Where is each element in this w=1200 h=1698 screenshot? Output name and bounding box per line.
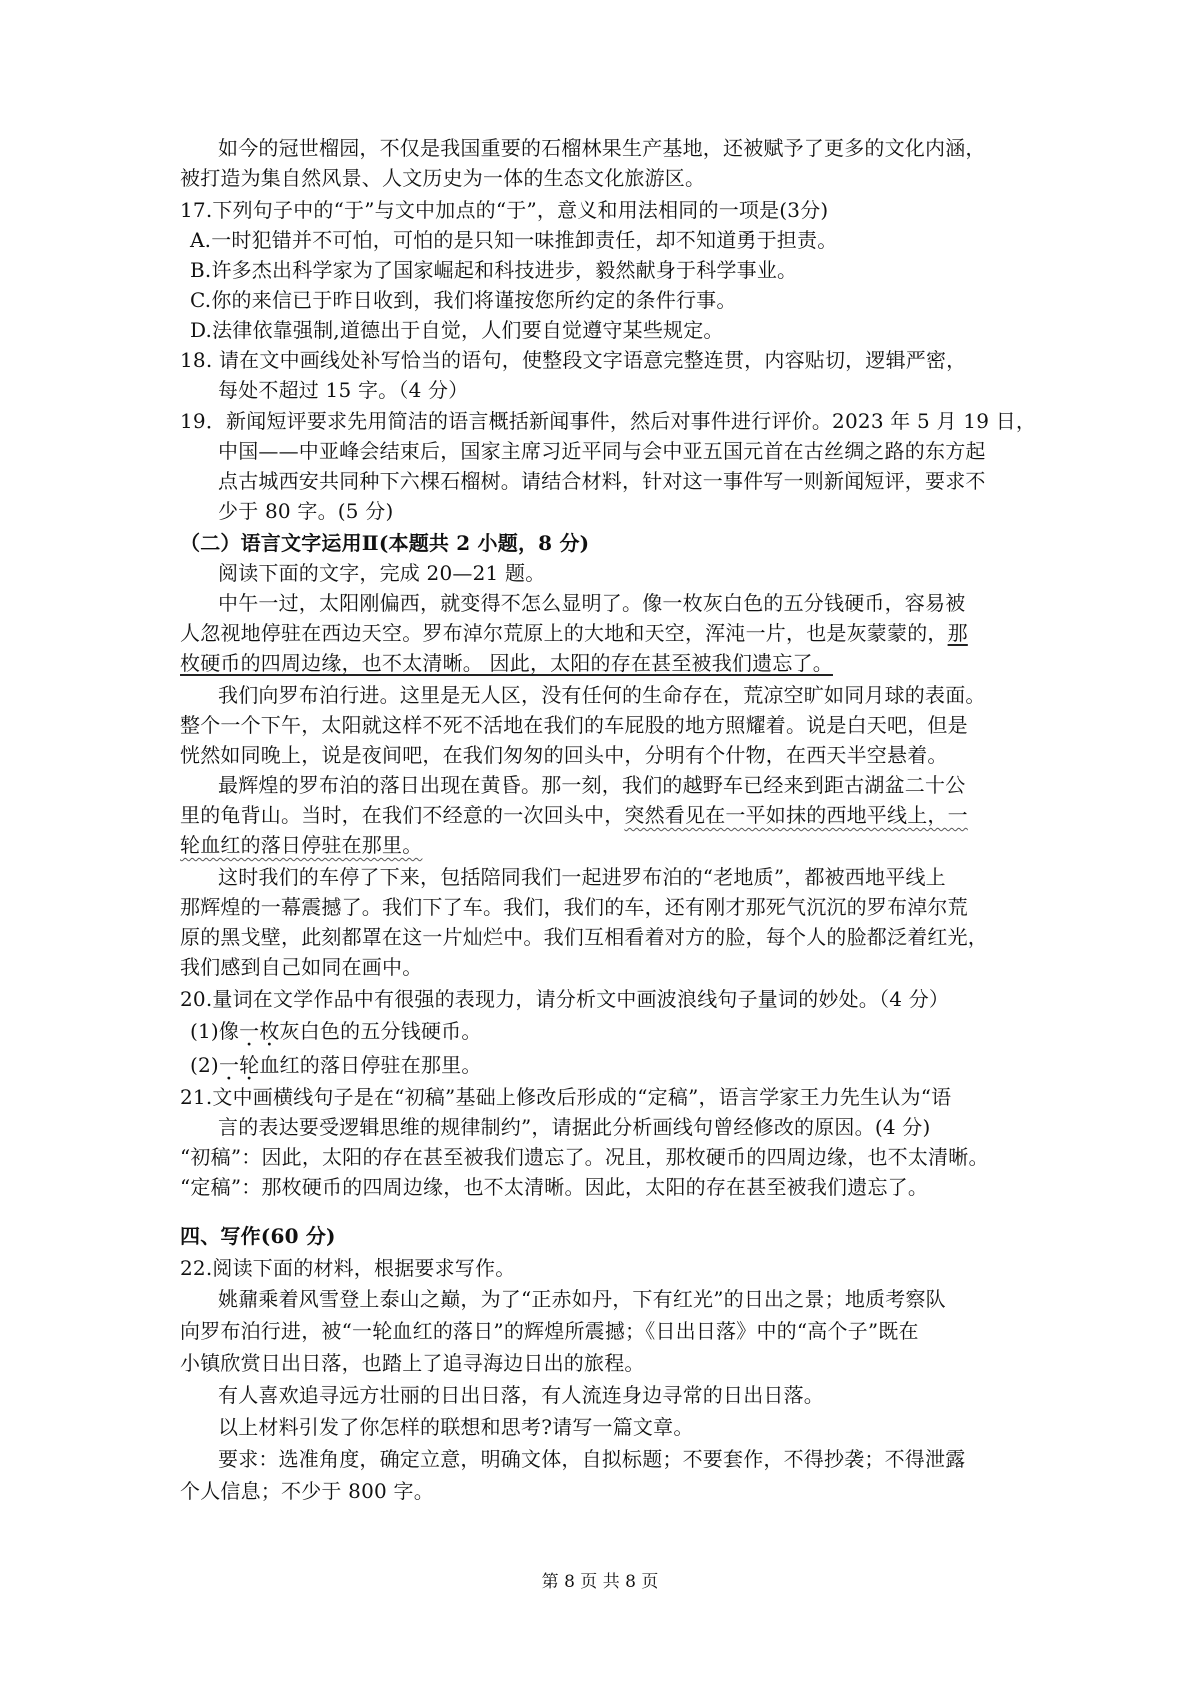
question-21-final: “定稿”：那枚硬币的四周边缘，也不太清晰。因此，太阳的存在甚至被我们遗忘了。 bbox=[180, 1175, 929, 1199]
passage-p1-line-1: 中午一过，太阳刚偏西，就变得不怎么显明了。像一枚灰白色的五分钱硬币，容易被 bbox=[218, 591, 966, 615]
question-21-line-2: 言的表达要受逻辑思维的规律制约”，请据此分析画线句曾经修改的原因。(4 分) bbox=[218, 1115, 931, 1139]
q22-material-para-3: 以上材料引发了你怎样的联想和思考?请写一篇文章。 bbox=[218, 1415, 694, 1439]
passage-p4-line-3: 原的黑戈壁，此刻都罩在这一片灿烂中。我们互相看着对方的脸，每个人的脸都泛着红光， bbox=[180, 925, 988, 949]
question-17-stem: 17.下列句子中的“于”与文中加点的“于”，意义和用法相同的一项是(3分) bbox=[180, 198, 829, 222]
question-19-line-4: 少于 80 字。(5 分) bbox=[218, 499, 394, 523]
question-17-option-d: D.法律依靠强制,道德出于自觉，人们要自觉遵守某些规定。 bbox=[190, 318, 724, 342]
question-19-line-3: 点古城西安共同种下六棵石榴树。请结合材料，针对这一事件写一则新闻短评，要求不 bbox=[218, 469, 986, 493]
underlined-sentence-start: 那 bbox=[947, 621, 968, 645]
passage-p4-line-1: 这时我们的车停了下来，包括陪同我们一起进罗布泊的“老地质”，都被西地平线上 bbox=[218, 865, 946, 889]
question-20-item-1 bbox=[190, 1017, 482, 1045]
question-21-line-1: 21.文中画横线句子是在“初稿”基础上修改后形成的“定稿”，语言学家王力先生认为“语 bbox=[180, 1085, 952, 1109]
passage-p2-line-1: 我们向罗布泊行进。这里是无人区，没有任何的生命存在，荒凉空旷如同月球的表面。 bbox=[218, 683, 986, 707]
question-18-line-1: 18. 请在文中画线处补写恰当的语句，使整段文字语意完整连贯，内容贴切，逻辑严密， bbox=[180, 348, 967, 372]
page-footer: 第 8 页 共 8 页 bbox=[541, 1572, 659, 1592]
item-1-prefix: (1)像 bbox=[190, 1019, 240, 1043]
question-19-line-1: 19．新闻短评要求先用简洁的语言概括新闻事件，然后对事件进行评价。2023 年 5 月 19 日， bbox=[180, 409, 1037, 433]
emphasis-dot-char: 一 bbox=[239, 1019, 260, 1043]
q22-requirements-line-1: 要求：选准角度，确定立意，明确文体，自拟标题；不要套作，不得抄袭；不得泄露 bbox=[218, 1447, 966, 1471]
question-20-item-2 bbox=[190, 1051, 482, 1079]
item-2-rest: 血红的落日停驻在那里。 bbox=[259, 1053, 482, 1077]
underlined-sentence: 枚硬币的四周边缘，也不太清晰。 因此，太阳的存在甚至被我们遗忘了。 bbox=[180, 651, 833, 675]
section-4-heading: 四、写作(60 分) bbox=[180, 1224, 336, 1248]
passage-p2-line-2: 整个一个下午，太阳就这样不死不活地在我们的车屁股的地方照耀着。说是白天吧，但是 bbox=[180, 713, 968, 737]
passage-p1-line-2 bbox=[180, 619, 968, 647]
passage-p3-line-2 bbox=[180, 801, 968, 829]
intro-line-2: 被打造为集自然风景、人文历史为一体的生态文化旅游区。 bbox=[180, 166, 706, 190]
q22-material-line-3: 小镇欣赏日出日落，也踏上了追寻海边日出的旅程。 bbox=[180, 1351, 645, 1375]
section-2-instruction: 阅读下面的文字，完成 20—21 题。 bbox=[218, 561, 546, 585]
emphasis-dot-char: 枚 bbox=[259, 1019, 280, 1043]
wavy-sentence-start: 突然看见在一平如抹的西地平线上，一 bbox=[624, 803, 968, 827]
emphasis-dot-char: 一 bbox=[218, 1053, 240, 1077]
passage-p4-line-2: 那辉煌的一幕震撼了。我们下了车。我们，我们的车，还有刚才那死气沉沉的罗布淖尔荒 bbox=[180, 895, 968, 919]
question-21-draft: “初稿”：因此，太阳的存在甚至被我们遗忘了。况且，那枚硬币的四周边缘，也不太清晰。 bbox=[180, 1145, 989, 1169]
item-2-prefix: (2) bbox=[190, 1053, 219, 1077]
q22-material-line-1: 姚鼐乘着风雪登上泰山之巅，为了“正赤如丹，下有红光”的日出之景；地质考察队 bbox=[218, 1287, 946, 1311]
question-22-stem: 22.阅读下面的材料，根据要求写作。 bbox=[180, 1256, 516, 1280]
passage-p3-line-3 bbox=[180, 831, 422, 859]
passage-p1-line-3 bbox=[180, 649, 833, 677]
passage-p4-line-4: 我们感到自己如同在画中。 bbox=[180, 955, 423, 979]
item-1-rest: 灰白色的五分钱硬币。 bbox=[279, 1019, 482, 1043]
passage-p3-line-1: 最辉煌的罗布泊的落日出现在黄昏。那一刻，我们的越野车已经来到距古湖盆二十公 bbox=[218, 773, 966, 797]
question-17-option-c: C.你的来信已于昨日收到，我们将谨按您所约定的条件行事。 bbox=[190, 288, 737, 312]
question-17-option-b: B.许多杰出科学家为了国家崛起和科技进步，毅然献身于科学事业。 bbox=[190, 258, 798, 282]
question-19-line-2: 中国——中亚峰会结束后，国家主席习近平同与会中亚五国元首在古丝绸之路的东方起 bbox=[218, 439, 986, 463]
passage-p2-line-3: 恍然如同晚上，说是夜间吧，在我们匆匆的回头中，分明有个什物，在西天半空悬着。 bbox=[180, 743, 948, 767]
q22-material-para-2: 有人喜欢追寻远方壮丽的日出日落，有人流连身边寻常的日出日落。 bbox=[218, 1383, 824, 1407]
wavy-sentence-end: 轮血红的落日停驻在那里。 bbox=[180, 833, 423, 857]
emphasis-dot-char: 轮 bbox=[239, 1053, 260, 1077]
passage-p1-line-2b: 罗布淖尔荒原上的大地和天空，浑沌一片，也是灰蒙蒙的， bbox=[422, 621, 948, 645]
passage-p3-line-2a: 里的龟背山。当时，在我们不经意的一次回头中， bbox=[180, 803, 625, 827]
passage-p1-line-2a: 人忽视地停驻在西边天空。 bbox=[180, 621, 423, 645]
question-18-line-2: 每处不超过 15 字。（4 分） bbox=[218, 378, 469, 402]
section-2-heading: （二）语言文字运用Ⅱ(本题共 2 小题，8 分) bbox=[180, 531, 590, 555]
q22-requirements-line-2: 个人信息；不少于 800 字。 bbox=[180, 1479, 434, 1503]
question-17-option-a: A.一时犯错并不可怕，可怕的是只知一味推卸责任，却不知道勇于担责。 bbox=[190, 228, 838, 252]
q22-material-line-2: 向罗布泊行进，被“一轮血红的落日”的辉煌所震撼；《日出日落》中的“高个子”既在 bbox=[180, 1319, 919, 1343]
question-20-stem: 20.量词在文学作品中有很强的表现力，请分析文中画波浪线句子量词的妙处。（4 分） bbox=[180, 987, 950, 1011]
intro-line-1: 如今的冠世榴园，不仅是我国重要的石榴林果生产基地，还被赋予了更多的文化内涵， bbox=[218, 136, 986, 160]
